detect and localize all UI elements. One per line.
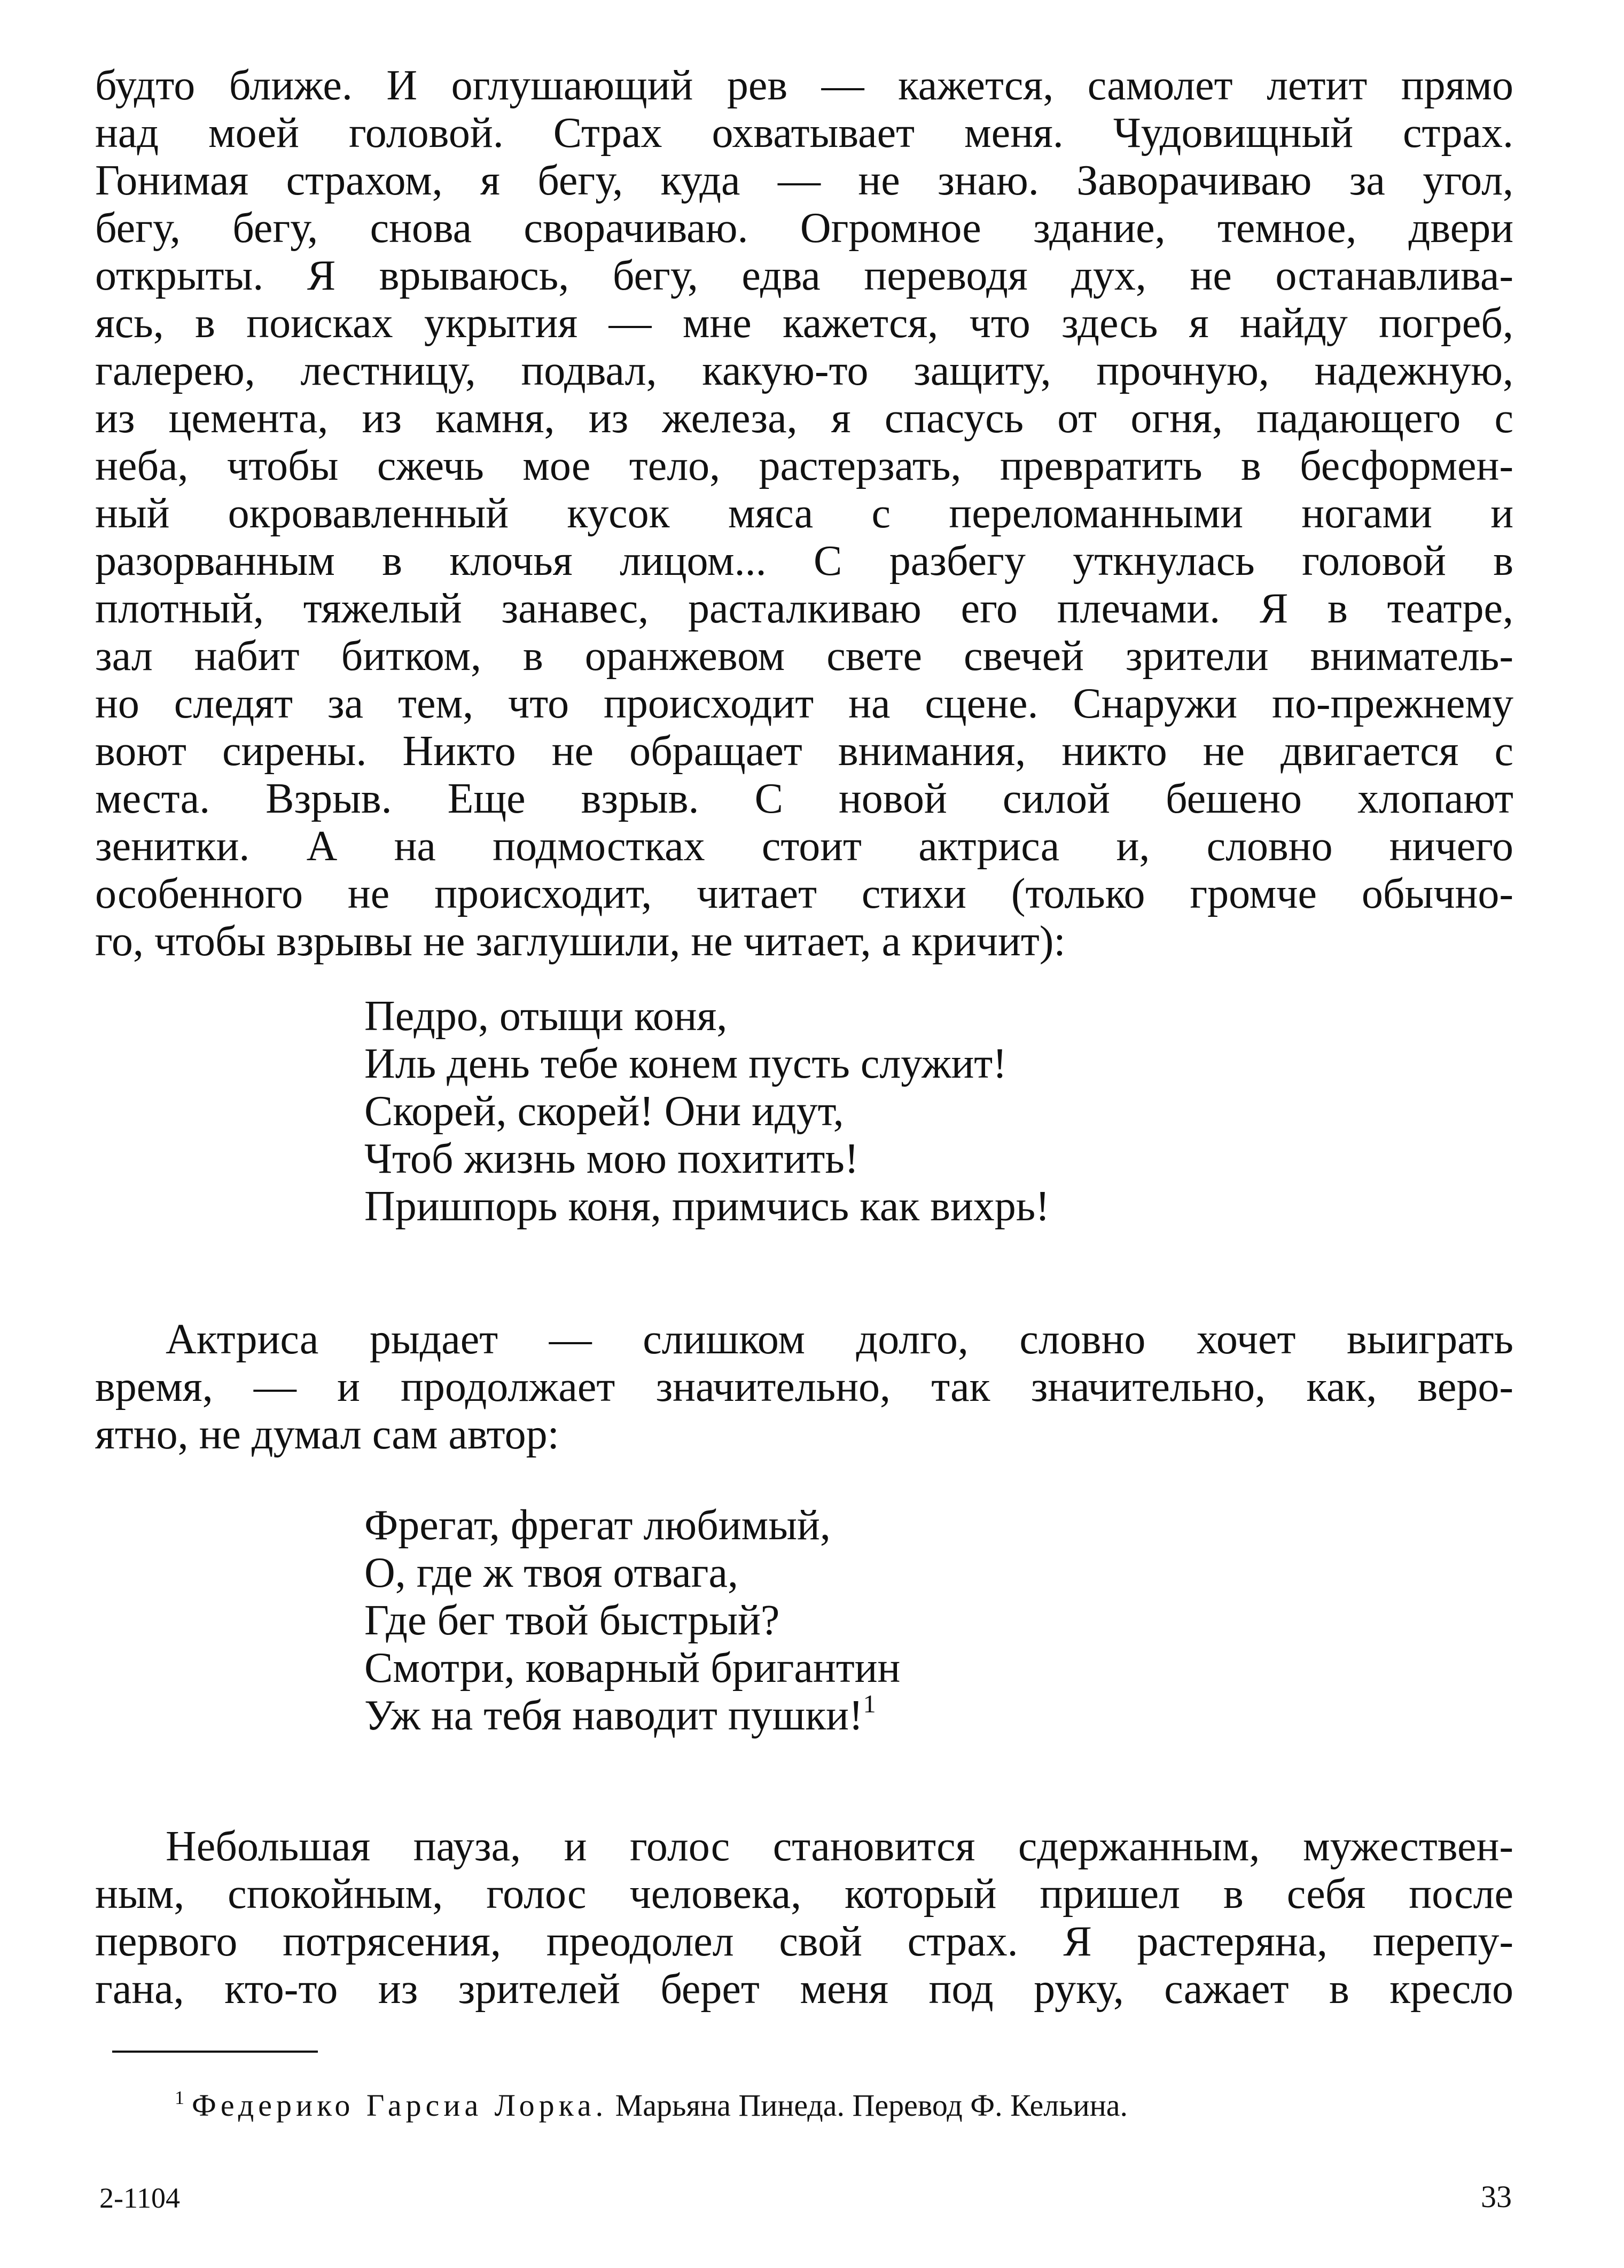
text-line: плотный, тяжелый занавес, расталкиваю его плечами. Я в театре, — [95, 585, 1513, 632]
verse-line — [364, 1692, 1433, 1740]
text-line: Гонимая страхом, я бегу, куда — не знаю. Заворачиваю за угол, — [95, 157, 1513, 204]
footnote-separator — [112, 2051, 318, 2053]
text-line: воют сирены. Никто не обращает внимания, никто не двигается с — [95, 728, 1513, 775]
text-line: из цемента, из камня, из железа, я спасусь от огня, падающего с — [95, 395, 1513, 442]
paragraph-3 — [95, 1823, 1513, 2013]
text-line: гана, кто-то из зрителей берет меня под руку, сажает в кресло — [95, 1966, 1513, 2013]
text-line: зал набит битком, в оранжевом свете свечей зрители вниматель- — [95, 633, 1513, 680]
text-line: будто ближе. И оглушающий рев — кажется, самолет летит прямо — [95, 62, 1513, 109]
paragraph-1 — [95, 62, 1513, 965]
verse-stanza-2 — [364, 1502, 1433, 1740]
text-line: Актриса рыдает — слишком долго, словно хочет выиграть — [166, 1316, 1513, 1363]
text-line: над моей головой. Страх охватывает меня. Чудовищный страх. — [95, 110, 1513, 157]
text-line: галерею, лестницу, подвал, какую-то защиту, прочную, надежную, — [95, 347, 1513, 394]
page-number: 33 — [1481, 2179, 1512, 2214]
verse-line: Педро, отыщи коня, — [364, 993, 728, 1040]
verse-line: О, где ж твоя отвага, — [364, 1549, 738, 1596]
verse-line: Где бег твой быстрый? — [364, 1597, 780, 1644]
verse-line: Смотри, коварный бригантин — [364, 1645, 901, 1692]
text-line: ясь, в поисках укрытия — мне кажется, что здесь я найду погреб, — [95, 300, 1513, 347]
verse-stanza-1 — [364, 993, 1433, 1230]
text-line: места. Взрыв. Еще взрыв. С новой силой бешено хлопают — [95, 775, 1513, 822]
text-line: ный окровавленный кусок мяса с переломанными ногами и — [95, 490, 1513, 537]
paragraph-2 — [95, 1316, 1513, 1459]
text-line: время, — и продолжает значительно, так значительно, как, веро- — [95, 1363, 1513, 1410]
verse-line: Чтоб жизнь мою похитить! — [364, 1135, 859, 1182]
text-line: бегу, бегу, снова сворачиваю. Огромное здание, темное, двери — [95, 205, 1513, 252]
text-line: разорванным в клочья лицом... С разбегу уткнулась головой в — [95, 537, 1513, 584]
text-line: ятно, не думал сам автор: — [95, 1411, 559, 1458]
footnote — [175, 2087, 1128, 2124]
text-line: открыты. Я врываюсь, бегу, едва переводя дух, не останавлива- — [95, 252, 1513, 299]
verse-line: Скорей, скорей! Они идут, — [364, 1088, 844, 1135]
text-line: неба, чтобы сжечь мое тело, растерзать, превратить в бесформен- — [95, 442, 1513, 489]
text-line: го, чтобы взрывы не заглушили, не читает, а кричит): — [95, 918, 1066, 965]
printer-signature: 2-1104 — [99, 2182, 180, 2214]
text-line: особенного не происходит, читает стихи (только громче обычно- — [95, 870, 1513, 917]
footnote-author: Федерико Гарсиа Лорка. — [192, 2088, 608, 2123]
text-line: зенитки. А на подмостках стоит актриса и, словно ничего — [95, 823, 1513, 870]
text-line: первого потрясения, преодолел свой страх. Я растеряна, перепу- — [95, 1918, 1513, 1965]
text-line: Небольшая пауза, и голос становится сдержанным, мужествен- — [166, 1823, 1513, 1870]
footnote-mark: 1 — [175, 2087, 184, 2108]
verse-line: Иль день тебе конем пусть служит! — [364, 1040, 1007, 1087]
verse-line: Пришпорь коня, примчись как вихрь! — [364, 1183, 1050, 1230]
verse-line-text: Уж на тебя наводит пушки! — [364, 1692, 863, 1739]
verse-line: Фрегат, фрегат любимый, — [364, 1502, 831, 1549]
footnote-text: Марьяна Пинеда. Перевод Ф. Кельина. — [615, 2088, 1128, 2123]
text-line: ным, спокойным, голос человека, который пришел в себя после — [95, 1870, 1513, 1918]
text-line: но следят за тем, что происходит на сцене. Снаружи по-прежнему — [95, 680, 1513, 727]
footnote-reference: 1 — [863, 1690, 876, 1718]
